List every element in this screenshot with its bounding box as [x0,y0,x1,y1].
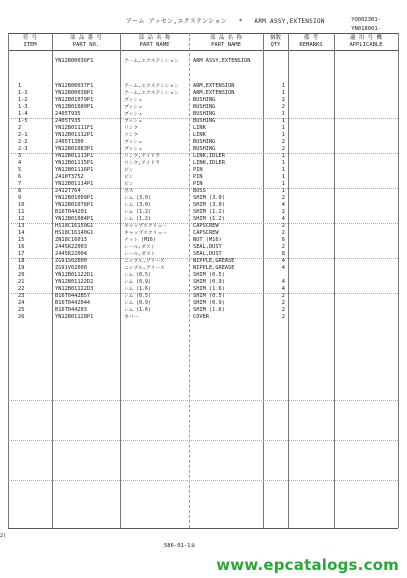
item-number: 23 [18,293,25,299]
part-number: YN12B01128P1 [55,314,94,320]
part-name-en: NIPPLE,GREASE [193,265,235,271]
quantity: 4 [281,279,285,285]
quantity: 2 [281,314,285,320]
part-name-en: ARM,EXTENSION [193,83,235,89]
part-number: YN12B01112P1 [55,132,94,138]
item-number: 1-3 [18,104,28,110]
part-number: ZG91S02000 [55,258,87,264]
part-name-jp: リンク,アイドラ [124,154,160,159]
quantity: 2 [281,104,285,110]
item-number: 5 [18,167,22,173]
item-number: 15 [18,237,25,243]
part-name-en: SHIM (0.5) [193,293,225,299]
table-row [0,307,407,314]
quantity: 1 [281,153,285,159]
part-name-jp: ピン [124,175,134,180]
serial-code-2: YN018001- [351,26,381,32]
part-number: ZG91V02000 [55,265,87,271]
quantity: 4 [281,202,285,208]
part-name-en: LINK,IDLER [193,160,225,166]
quantity: 2 [281,300,285,306]
item-number: 8 [18,188,22,194]
item-number: 1 [18,83,22,89]
item-number: 2-3 [18,146,28,152]
part-name-en: CAPSCREW [193,223,219,229]
part-number: YN12B01116P1 [55,167,94,173]
table-row [0,314,407,321]
table-header-line [8,50,398,51]
table-row [0,279,407,286]
table-row [0,139,407,146]
part-name-en: SHIM (0.9) [193,279,225,285]
title-bullet: * [238,18,243,25]
quantity: 4 [281,286,285,292]
table-row [0,167,407,174]
part-number: B16T0442044 [55,300,91,306]
item-number: 24 [18,300,25,306]
part-name-jp: シム (3.0) [124,203,151,208]
page-number: 586-01-1② [164,543,196,549]
part-name-jp: シール,ダスト [124,252,156,257]
table-row [0,174,407,181]
item-number: 3 [18,153,22,159]
item-number: 19 [18,265,25,271]
part-name-jp: シム (0.5) [124,273,151,278]
item-number: 26 [18,314,25,320]
item-number: 21 [18,279,25,285]
part-name-jp: キャップスクリュー [124,224,167,229]
assy-row [0,58,407,65]
part-number: 2405T935 [55,111,81,117]
part-number: YN12B01083P1 [55,146,94,152]
part-name-en: BUSHING [193,139,216,145]
margin-mark: 2) [0,533,7,539]
part-name-jp: ブッシュ [124,140,143,145]
item-number: 17 [18,251,25,257]
part-name-jp: シム (1.2) [124,217,151,222]
table-row [0,160,407,167]
part-name-en: LINK,IDLER [193,153,225,159]
table-row [0,125,407,132]
part-name-jp: ピン [124,168,134,173]
table-row [0,209,407,216]
part-name-jp: ブッシュ [124,112,143,117]
table-row [0,97,407,104]
table-row [0,244,407,251]
part-name-en: BUSHING [193,111,216,117]
item-number: 6 [18,174,22,180]
part-name-en: BUSHING [193,104,216,110]
assy-name-jp: アーム,エクステンション [124,59,179,64]
item-number: 7 [18,181,22,187]
col-header-partno: 部 品 番 号 PART NO. [70,35,102,48]
table-row [0,286,407,293]
title-en: ARM ASSY,EXTENSION [254,18,325,25]
col-header-name-en: 部 品 名 称 PART NAME [210,35,242,48]
table-row [0,181,407,188]
item-number: 1-1 [18,90,28,96]
part-name-jp: キャップスクリュー [124,231,167,236]
part-number: YN12B01078P1 [55,202,94,208]
part-name-jp: ピン [124,182,134,187]
part-name-en: LINK [193,132,206,138]
blank-row-line [8,400,398,401]
part-number: YN12B01080P1 [55,104,94,110]
table-row [0,202,407,209]
table-row [0,118,407,125]
table-row [0,293,407,300]
part-name-en: PIN [193,167,203,173]
part-number: 2412T764 [55,188,81,194]
table-row [0,300,407,307]
item-number: 10 [18,202,25,208]
item-number: 25 [18,307,25,313]
part-name-jp: ニップル,グリース [124,266,165,271]
part-name-jp: リンク [124,133,139,138]
part-name-en: SHIM (0.9) [193,300,225,306]
part-name-en: SHIM (1.2) [193,216,225,222]
part-name-jp: アーム,エクステンション [124,84,179,89]
part-name-jp: シム (1.6) [124,308,151,313]
col-header-remarks: 備 考 REMARKS [299,35,323,48]
quantity: 4 [281,258,285,264]
item-number: 20 [18,272,25,278]
item-number: 12 [18,216,25,222]
part-number: 2405T1300 [55,139,84,145]
document-title [126,16,325,25]
part-name-jp: アーム,エクステンション [124,91,179,96]
table-row [0,195,407,202]
table-row [0,111,407,118]
part-name-jp: ボス [124,189,134,194]
part-name-en: BOSS [193,188,206,194]
item-number: 18 [18,258,25,264]
part-name-jp: ブッシュ [124,119,143,124]
part-name-en: SHIM (1.6) [193,286,225,292]
table-row [0,146,407,153]
part-name-en: SEAL,DUST [193,251,222,257]
quantity: 2 [281,244,285,250]
quantity: 2 [281,97,285,103]
part-number: YN12B01115P1 [55,160,94,166]
blank-row-line [8,480,398,481]
item-number: 2-1 [18,132,28,138]
part-name-jp: ブッシュ [124,105,143,110]
quantity: 1 [281,188,285,194]
quantity: 2 [281,146,285,152]
table-row [0,251,407,258]
title-jp: アーム アッセン,エクステンション [126,18,227,25]
table-row [0,104,407,111]
part-name-en: SHIM (1.2) [193,209,225,215]
part-name-jp: シム (3.0) [124,196,151,201]
item-number: 2 [18,125,22,131]
part-number: HS18C16150G1 [55,223,94,229]
blank-row-line [8,440,398,441]
quantity: 1 [281,125,285,131]
col-header-name-jp: 部 品 名 称 PART NAME [138,35,171,48]
quantity: 2 [281,195,285,201]
table-bottom-line [8,528,398,529]
part-name-en: BUSHING [193,97,216,103]
part-name-jp: ブッシュ [124,147,143,152]
part-number: B16T0442B57 [55,293,91,299]
part-number: 2410T3752 [55,174,84,180]
part-name-en: PIN [193,174,203,180]
quantity: 8 [281,251,285,257]
part-number: B16T044203 [55,307,87,313]
item-number: 16 [18,244,25,250]
part-number: YN12B01084P1 [55,216,94,222]
part-number: YN12B01009P1 [55,195,94,201]
part-name-en: SHIM (3.0) [193,202,225,208]
part-name-en: NIPPLE,GREASE [193,258,235,264]
part-name-en: SHIM (3.0) [193,195,225,201]
part-name-en: SEAL,DUST [193,244,222,250]
quantity: 1 [281,181,285,187]
part-name-jp: リンク [124,126,139,131]
part-number: 2445R22003 [55,244,87,250]
quantity: 2 [281,230,285,236]
item-number: 1-2 [18,97,28,103]
part-name-jp: シール,ダスト [124,245,156,250]
part-name-en: BUSHING [193,118,216,124]
part-name-jp: リンク,アイドラ [124,161,160,166]
part-name-en: ARM,EXTENSION [193,90,235,96]
col-header-item: 符 号 ITEM [22,35,38,48]
quantity: 1 [281,90,285,96]
part-number: YN12B01122D2 [55,279,94,285]
part-name-jp: シム (0.9) [124,301,151,306]
item-number: 1-4 [18,111,28,117]
table-row [0,83,407,90]
table-row [0,153,407,160]
part-name-jp: ブッシュ [124,98,143,103]
part-number: YN12B01122D1 [55,272,94,278]
part-name-en: SHIM (0.5) [193,272,225,278]
part-number: YN12B01113P1 [55,153,94,159]
table-row [0,272,407,279]
part-name-en: CAPSCREW [193,230,219,236]
assy-part-no: YN12B00036F1 [55,58,94,64]
part-name-jp: シム (0.5) [124,294,151,299]
item-number: 22 [18,286,25,292]
part-name-en: LINK [193,125,206,131]
table-row [0,216,407,223]
quantity: 1 [281,160,285,166]
part-name-jp: シム (1.2) [124,210,151,215]
table-row [0,223,407,230]
table-row [0,258,407,265]
part-number: YN12B00038P1 [55,90,94,96]
table-row [0,90,407,97]
table-row [0,230,407,237]
part-name-jp: シム (1.6) [124,287,151,292]
item-number: 11 [18,209,25,215]
quantity: 1 [281,174,285,180]
watermark: www.epcatalogs.com [216,556,399,574]
part-number: ZN18C16013 [55,237,87,243]
part-name-en: COVER [193,314,209,320]
assy-name-en: ARM ASSY,EXTENSION [193,58,251,64]
item-number: 2-2 [18,139,28,145]
quantity: 4 [281,265,285,271]
part-number: YN12B00037F1 [55,83,94,89]
part-number: B16T044201 [55,209,87,215]
quantity: 6 [281,237,285,243]
part-number: YN12B01122D3 [55,286,94,292]
part-name-en: BUSHING [193,146,216,152]
part-name-en: NUT (M16) [193,237,222,243]
part-number: 2405T935 [55,118,81,124]
col-header-qty: 個数 QTY [269,35,281,48]
part-number: YN12B01111F1 [55,125,94,131]
table-row [0,265,407,272]
quantity: 4 [281,216,285,222]
quantity: 1 [281,118,285,124]
quantity: 1 [281,132,285,138]
part-name-jp: シム (0.9) [124,280,151,285]
quantity: 2 [281,307,285,313]
quantity: 2 [281,139,285,145]
serial-code-1: YQ002301- [351,17,381,23]
part-name-en: PIN [193,181,203,187]
col-header-applicable: 適 用 号 機 APPLICABLE [349,35,383,48]
part-number: HS18C16140G1 [55,230,94,236]
quantity: 2 [281,293,285,299]
item-number: 1-5 [18,118,28,124]
table-row [0,132,407,139]
quantity: 2 [281,209,285,215]
quantity: 2 [281,223,285,229]
quantity: 1 [281,83,285,89]
item-number: 13 [18,223,25,229]
part-number: 2445R22004 [55,251,87,257]
item-number: 14 [18,230,25,236]
quantity: 1 [281,111,285,117]
table-top-line [8,33,398,34]
part-number: YN12B01114P1 [55,181,94,187]
part-name-jp: ナット (M16) [124,238,156,243]
part-name-en: SHIM (1.6) [193,307,225,313]
item-number: 4 [18,160,22,166]
part-number: YN12B01079P1 [55,97,94,103]
table-row [0,237,407,244]
part-name-jp: カバー [124,315,139,320]
item-number: 9 [18,195,22,201]
part-name-jp: ニップル,グリース [124,259,165,264]
quantity: 1 [281,167,285,173]
table-row [0,188,407,195]
